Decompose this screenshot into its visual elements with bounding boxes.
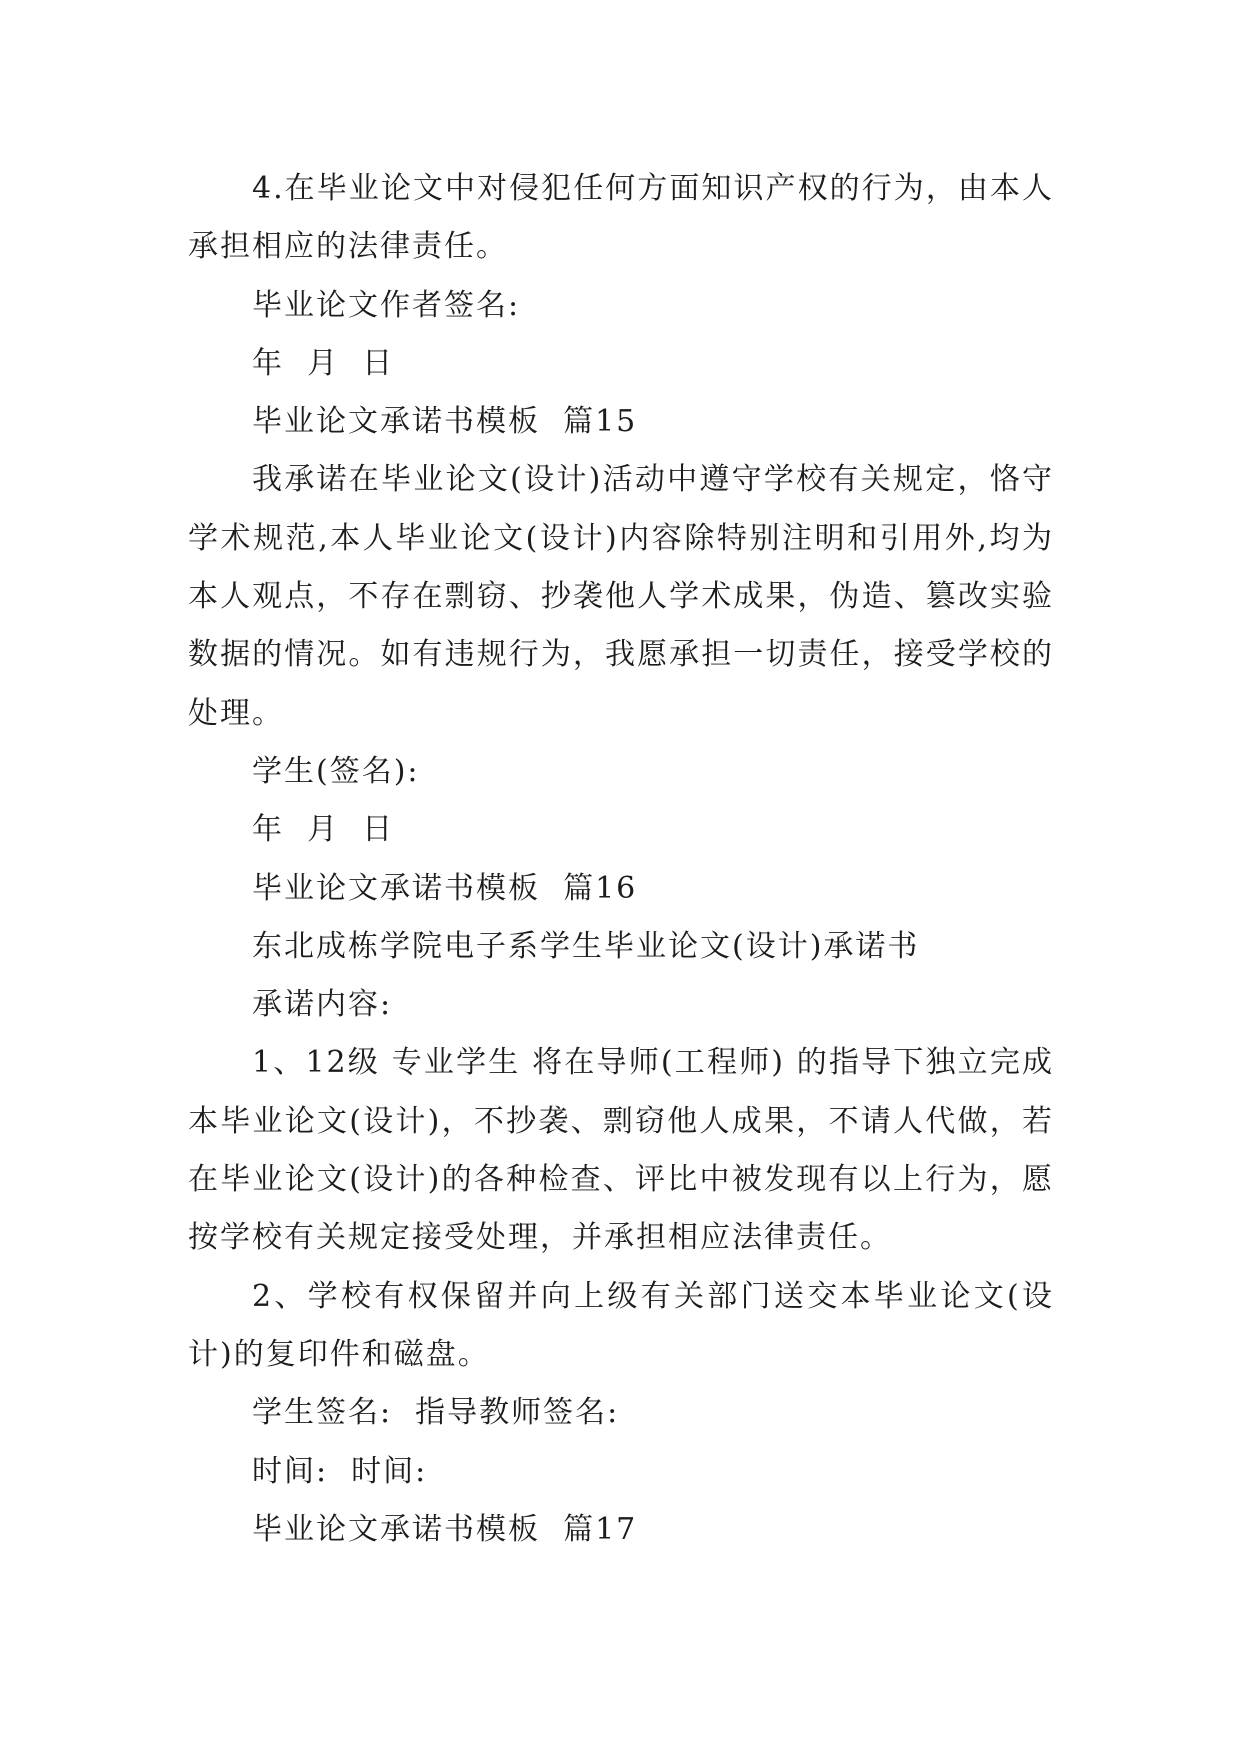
time-lines: 时间: 时间: [252,1453,428,1489]
section-heading-15: 毕业论文承诺书模板 篇15 [252,404,638,440]
document-body [188,160,1054,1559]
paragraph-pledge-item-1: 1、12级 专业学生 将在导师(工程师) 的指导下独立完成本毕业论文(设计)，不抄袭、剽窃他人成果，不请人代做，若在毕业论文(设计)的各种检查、评比中被发现有以上行为，愿按学校有关规定接受处理，并承担相应法律责任。 [188,1045,1054,1256]
author-signature-line: 毕业论文作者签名: [252,287,521,323]
section-heading-16: 毕业论文承诺书模板 篇16 [252,870,638,906]
paragraph-pledge-item-2: 2、学校有权保留并向上级有关部门送交本毕业论文(设计)的复印件和磁盘。 [188,1278,1054,1372]
pledge-title: 东北成栋学院电子系学生毕业论文(设计)承诺书 [252,928,920,964]
pledge-content-label: 承诺内容: [252,987,393,1023]
section-heading-17: 毕业论文承诺书模板 篇17 [252,1511,638,1547]
student-signature-line: 学生(签名): [252,753,420,789]
paragraph-pledge-15: 我承诺在毕业论文(设计)活动中遵守学校有关规定，恪守学术规范,本人毕业论文(设计)内容除特别注明和引用外,均为本人观点，不存在剽窃、抄袭他人学术成果，伪造、篡改实验数据的情况。如有违规行为，我愿承担一切责任，接受学校的处理。 [188,462,1054,731]
signature-lines: 学生签名: 指导教师签名: [252,1395,620,1431]
paragraph-ip-liability: 4.在毕业论文中对侵犯任何方面知识产权的行为，由本人承担相应的法律责任。 [188,171,1054,265]
date-line: 年 月 日 [252,812,395,848]
date-line: 年 月 日 [252,345,395,381]
